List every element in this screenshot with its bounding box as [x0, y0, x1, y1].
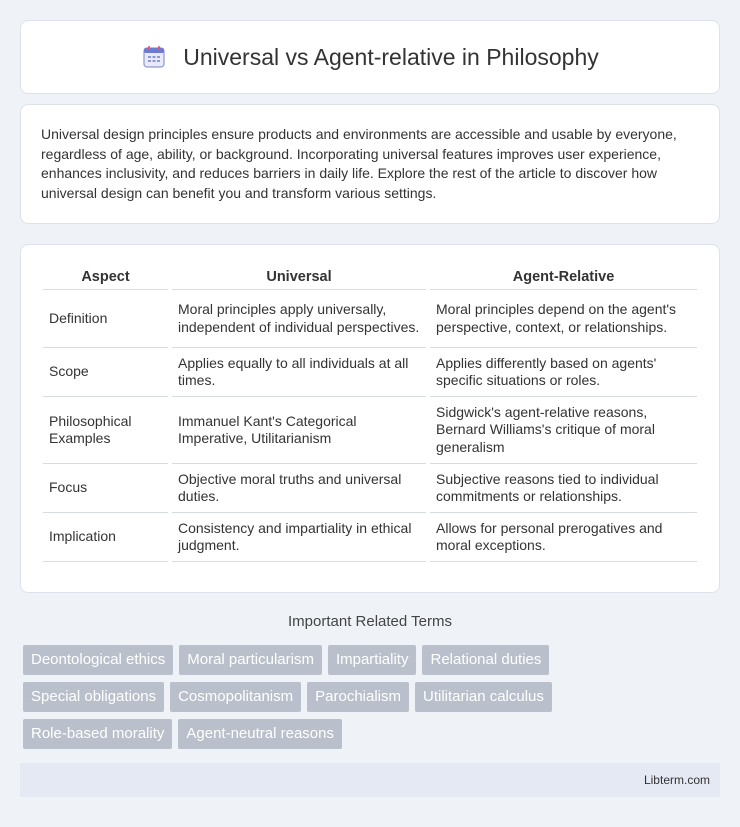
column-header-universal: Universal	[172, 265, 426, 290]
table-cell: Implication	[43, 513, 168, 562]
tag-relational-duties[interactable]: Relational duties	[422, 645, 549, 675]
table-cell: Scope	[43, 348, 168, 397]
intro-text: Universal design principles ensure products and environments are accessible and usable by everyone, regardless of age, ability, or background. Incorporating universal features improves user experience, enhances inclusivity, and reduces barriers in daily life. Explore the rest of the article to discover how universal design can benefit you and transform various settings.	[41, 126, 677, 201]
table-cell: Immanuel Kant's Categorical Imperative, Utilitarianism	[172, 397, 426, 464]
column-header-aspect: Aspect	[43, 265, 168, 290]
comparison-table-card	[20, 244, 720, 593]
footer-site-link[interactable]: Libterm.com	[643, 773, 710, 787]
table-cell: Allows for personal prerogatives and moral exceptions.	[430, 513, 697, 562]
title-wrap	[141, 44, 598, 71]
column-header-agent-relative: Agent-Relative	[430, 265, 697, 290]
tag-role-based-morality[interactable]: Role-based morality	[23, 719, 172, 749]
tag-moral-particularism[interactable]: Moral particularism	[179, 645, 322, 675]
tag-special-obligations[interactable]: Special obligations	[23, 682, 164, 712]
table-row	[43, 348, 697, 397]
table-cell: Sidgwick's agent-relative reasons, Bernard Williams's critique of moral generalism	[430, 397, 697, 464]
table-cell: Applies differently based on agents' specific situations or roles.	[430, 348, 697, 397]
table-cell: Subjective reasons tied to individual commitments or relationships.	[430, 464, 697, 513]
table-row	[43, 513, 697, 562]
table-cell: Consistency and impartiality in ethical judgment.	[172, 513, 426, 562]
tag-deontological-ethics[interactable]: Deontological ethics	[23, 645, 173, 675]
table-row	[43, 464, 697, 513]
tag-agent-neutral-reasons[interactable]: Agent-neutral reasons	[178, 719, 342, 749]
table-cell: Moral principles apply universally, independent of individual perspectives.	[172, 290, 426, 348]
comparison-table	[43, 265, 697, 562]
table-header-row	[43, 265, 697, 290]
calendar-icon	[141, 44, 167, 70]
tag-utilitarian-calculus[interactable]: Utilitarian calculus	[415, 682, 552, 712]
footer	[20, 763, 720, 797]
table-row	[43, 397, 697, 464]
tag-parochialism[interactable]: Parochialism	[307, 682, 409, 712]
tag-cosmopolitanism[interactable]: Cosmopolitanism	[170, 682, 301, 712]
related-terms-list	[23, 645, 723, 756]
table-cell: Moral principles depend on the agent's perspective, context, or relationships.	[430, 290, 697, 348]
table-cell: Definition	[43, 290, 168, 348]
table-row	[43, 290, 697, 348]
table-cell: Objective moral truths and universal duties.	[172, 464, 426, 513]
header-card	[20, 20, 720, 94]
intro-card	[20, 104, 720, 224]
related-terms-title: Important Related Terms	[288, 613, 452, 630]
page-title: Universal vs Agent-relative in Philosophy	[183, 43, 599, 70]
table-cell: Applies equally to all individuals at all times.	[172, 348, 426, 397]
tag-impartiality[interactable]: Impartiality	[328, 645, 417, 675]
table-cell: Philosophical Examples	[43, 397, 168, 464]
table-cell: Focus	[43, 464, 168, 513]
